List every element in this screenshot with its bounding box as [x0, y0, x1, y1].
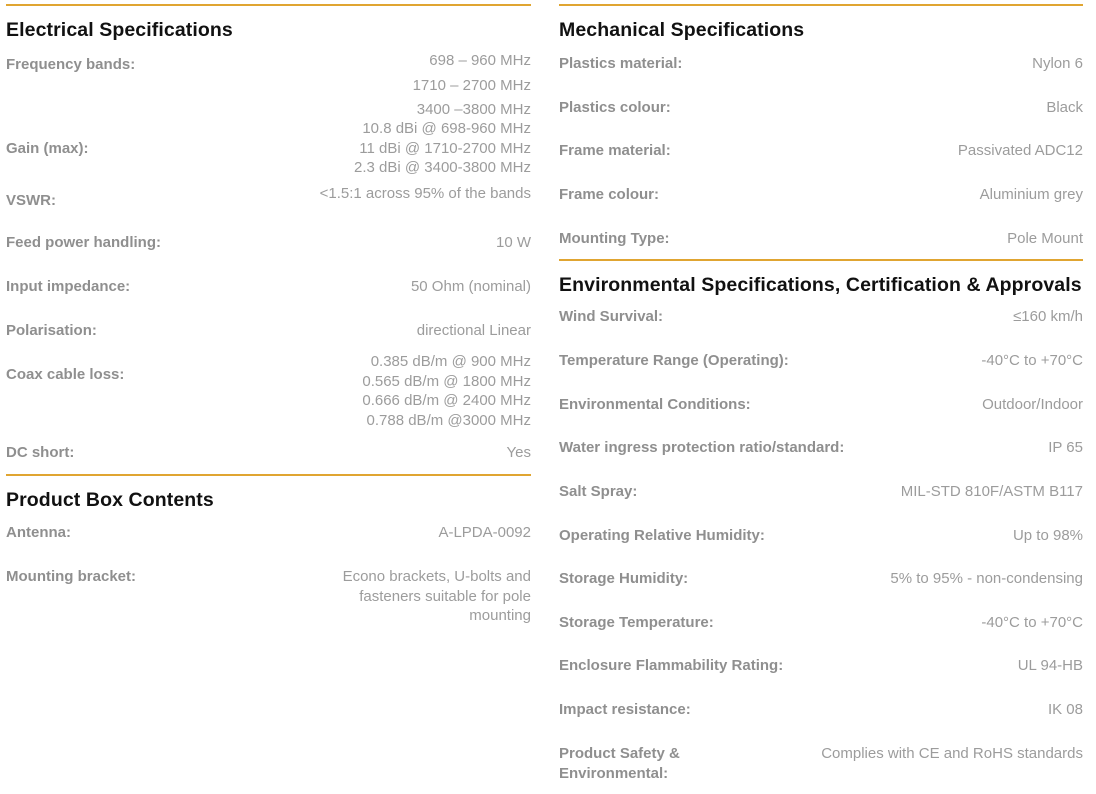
spec-values — [1013, 526, 1083, 546]
spec-values — [980, 185, 1083, 205]
spec-value: ≤160 km/h — [1013, 308, 1083, 325]
spec-label: Mounting Type: — [559, 230, 670, 248]
spec-values — [1046, 98, 1083, 118]
spec-value: 2.3 dBi @ 3400-3800 MHz — [354, 159, 531, 177]
spec-value: Complies with CE and RoHS standards — [821, 745, 1083, 762]
spec-row-vswr — [6, 184, 531, 210]
spec-label: Coax cable loss: — [6, 366, 125, 383]
spec-value: Nylon 6 — [1032, 55, 1083, 72]
spec-values — [1007, 229, 1083, 249]
spec-value: Outdoor/Indoor — [982, 396, 1083, 413]
spec-label: Input impedance: — [6, 278, 131, 296]
spec-values — [958, 141, 1083, 161]
spec-label: Frame material: — [559, 142, 671, 160]
spec-value: directional Linear — [416, 322, 531, 339]
spec-label: Frequency bands: — [6, 56, 136, 73]
environmental-specifications-section — [559, 259, 1083, 296]
spec-label: Enclosure Flammability Rating: — [559, 657, 784, 675]
spec-value: 50 Ohm (nominal) — [410, 278, 531, 295]
spec-values — [343, 567, 531, 626]
spec-label: Plastics material: — [559, 55, 683, 73]
spec-row-mounting-bracket — [6, 567, 531, 626]
spec-value: MIL-STD 810F/ASTM B117 — [900, 483, 1083, 500]
spec-value: fasteners suitable for pole — [359, 587, 531, 605]
spec-value: Passivated ADC12 — [957, 142, 1083, 159]
spec-values — [890, 569, 1083, 589]
spec-label: Plastics colour: — [559, 99, 671, 117]
product-box-contents-section — [6, 474, 531, 511]
electrical-specifications-section — [6, 4, 531, 41]
spec-label: Storage Humidity: — [559, 570, 689, 588]
spec-value: UL 94-HB — [1017, 657, 1083, 674]
spec-values — [982, 395, 1083, 415]
section-divider — [6, 4, 531, 6]
spec-values — [821, 744, 1083, 764]
spec-values — [981, 613, 1083, 633]
spec-row-antenna — [6, 523, 531, 543]
spec-value: 1710 – 2700 MHz — [412, 76, 531, 94]
spec-label: Polarisation: — [6, 322, 97, 340]
section-divider — [559, 259, 1083, 261]
spec-row-frequency-bands — [6, 49, 531, 123]
spec-row-plastics-colour — [559, 98, 1083, 118]
spec-row-wind-survival — [559, 307, 1083, 327]
spec-label: Environmental Conditions: — [559, 396, 751, 414]
spec-value: IP 65 — [1048, 439, 1083, 456]
spec-value: 0.565 dB/m @ 1800 MHz — [362, 372, 531, 390]
spec-value: mounting — [469, 607, 531, 625]
mechanical-specifications-section — [559, 4, 1083, 41]
spec-values — [901, 482, 1083, 502]
spec-value: Pole Mount — [1007, 230, 1083, 247]
spec-values — [411, 277, 531, 297]
spec-row-temperature-operating — [559, 351, 1083, 371]
spec-row-water-ingress — [559, 438, 1083, 458]
spec-values — [1013, 307, 1083, 327]
spec-label: Salt Spray: — [559, 483, 638, 501]
spec-row-feed-power — [6, 233, 531, 253]
spec-label: DC short: — [6, 444, 75, 462]
spec-value: 698 – 960 MHz — [429, 52, 531, 69]
spec-value: <1.5:1 across 95% of the bands — [319, 185, 531, 202]
spec-row-coax-loss — [6, 352, 531, 430]
spec-values — [1032, 54, 1083, 74]
spec-label: Temperature Range (Operating): — [559, 352, 789, 370]
spec-value: Up to 98% — [1012, 527, 1083, 544]
spec-row-frame-colour — [559, 185, 1083, 205]
spec-values — [417, 321, 531, 341]
spec-values — [981, 351, 1083, 371]
spec-row-plastics-material — [559, 54, 1083, 74]
spec-row-input-impedance — [6, 277, 531, 297]
spec-value: Yes — [506, 444, 531, 461]
spec-values — [1048, 700, 1083, 720]
spec-row-environmental-conditions — [559, 395, 1083, 415]
spec-label: Frame colour: — [559, 186, 660, 204]
section-divider — [559, 4, 1083, 6]
spec-label: Wind Survival: — [559, 308, 664, 326]
spec-value: -40°C to +70°C — [981, 352, 1083, 369]
spec-row-product-safety — [559, 744, 1083, 783]
spec-label: Antenna: — [6, 524, 71, 542]
spec-value: 0.385 dB/m @ 900 MHz — [370, 353, 531, 370]
spec-label: Impact resistance: — [559, 701, 691, 719]
spec-value: 3400 –3800 MHz — [416, 101, 531, 118]
spec-value: IK 08 — [1047, 701, 1083, 718]
spec-label: Feed power handling: — [6, 234, 162, 252]
section-divider — [6, 474, 531, 476]
spec-row-operating-humidity — [559, 526, 1083, 546]
section-title: Electrical Specifications — [6, 19, 233, 41]
spec-label: VSWR: — [6, 192, 56, 209]
spec-row-impact-resistance — [559, 700, 1083, 720]
spec-row-salt-spray — [559, 482, 1083, 502]
spec-values — [438, 523, 531, 543]
spec-label: Mounting bracket: — [6, 568, 136, 585]
spec-value: 10 W — [495, 234, 531, 251]
spec-label: Operating Relative Humidity: — [559, 527, 765, 545]
spec-values — [413, 49, 531, 123]
section-title: Product Box Contents — [6, 489, 214, 511]
spec-label: Gain (max): — [6, 139, 89, 157]
spec-row-frame-material — [559, 141, 1083, 161]
spec-row-storage-humidity — [559, 569, 1083, 589]
spec-value: 0.666 dB/m @ 2400 MHz — [362, 392, 531, 410]
spec-value: 5% to 95% - non-condensing — [890, 570, 1083, 587]
spec-value: 10.8 dBi @ 698-960 MHz — [362, 120, 531, 137]
spec-value: 0.788 dB/m @3000 MHz — [366, 411, 531, 429]
spec-value: Econo brackets, U-bolts and — [342, 568, 531, 585]
spec-values — [320, 184, 531, 204]
spec-row-flammability — [559, 656, 1083, 676]
spec-row-gain — [6, 119, 531, 178]
spec-values — [354, 119, 531, 178]
spec-label: Storage Temperature: — [559, 614, 714, 632]
spec-label: Water ingress protection ratio/standard: — [559, 439, 845, 457]
spec-values — [496, 233, 531, 253]
spec-values — [1048, 438, 1083, 458]
spec-value: A-LPDA-0092 — [438, 524, 531, 541]
spec-label: Product Safety & Environmental: — [559, 745, 680, 782]
spec-row-polarisation — [6, 321, 531, 341]
spec-value: Black — [1046, 99, 1083, 116]
spec-values — [362, 352, 531, 430]
spec-row-dc-short — [6, 443, 531, 463]
spec-value: 11 dBi @ 1710-2700 MHz — [359, 139, 531, 157]
section-title: Environmental Specifications, Certification & Approvals — [559, 274, 1082, 296]
spec-value: -40°C to +70°C — [981, 614, 1083, 631]
spec-row-storage-temperature — [559, 613, 1083, 633]
section-title: Mechanical Specifications — [559, 19, 805, 41]
spec-values — [1018, 656, 1083, 676]
spec-values — [507, 443, 531, 463]
spec-value: Aluminium grey — [979, 186, 1083, 203]
spec-row-mounting-type — [559, 229, 1083, 249]
